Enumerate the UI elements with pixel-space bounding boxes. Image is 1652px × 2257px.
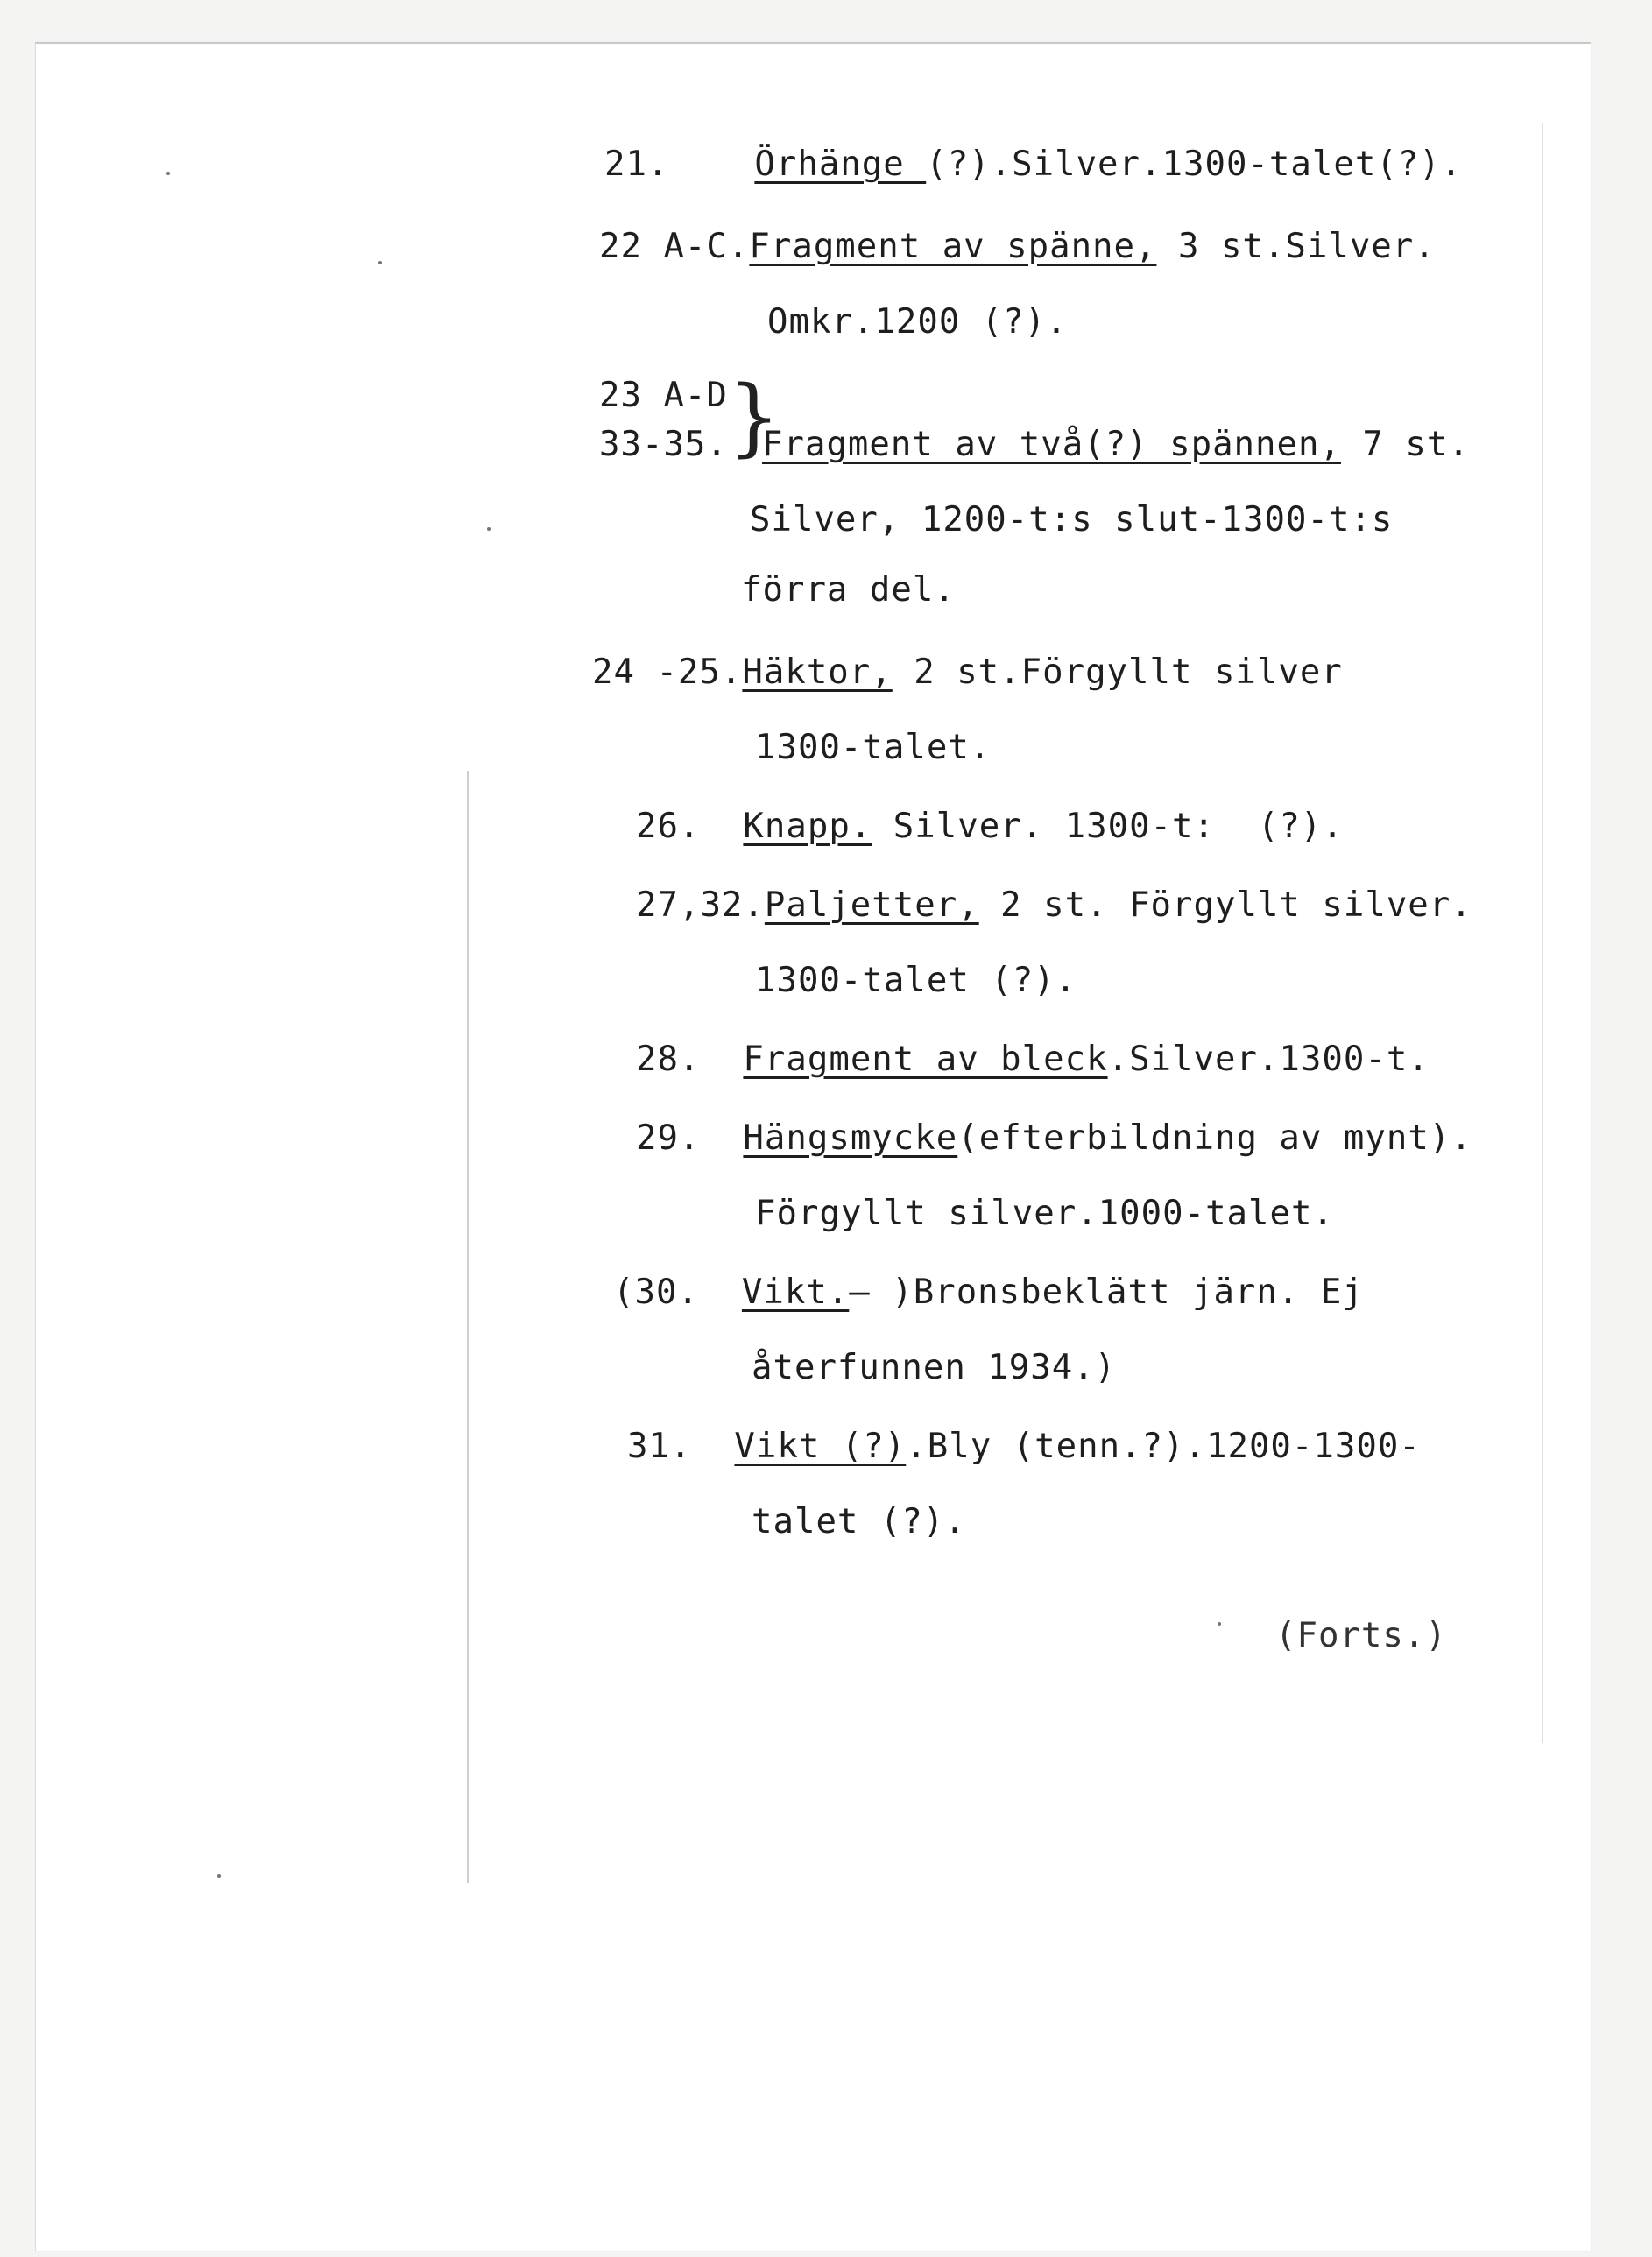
brace-glyph: } [727,368,781,466]
margin-rule [467,771,469,1883]
entry-31-continuation: talet (?). [752,1502,966,1541]
entry-27-32 [636,886,1472,925]
entry-description: — )Bronsbeklätt järn. Ej [849,1273,1364,1312]
entry-22-continuation: Omkr.1200 (?). [767,302,1068,342]
entry-number: 29. [636,1118,701,1158]
entry-title: Hängsmycke [743,1118,958,1158]
entry-22 [599,228,1436,266]
entry-21 [604,145,1462,184]
entry-31 [627,1428,1421,1466]
entry-number: (30. [613,1273,699,1312]
entry-number: 21. [604,145,669,184]
entry-30-continuation: återfunnen 1934.) [752,1348,1117,1387]
entry-30 [613,1273,1364,1312]
scan-speck [487,527,491,531]
entry-title: Örhänge [754,145,927,184]
scan-speck [1218,1622,1221,1626]
entry-23 [762,426,1470,464]
entry-description: Silver. 1300-t: (?). [872,807,1344,846]
entry-number: 33-35. [599,425,728,464]
entry-description: 2 st.Förgyllt silver [892,652,1343,692]
page-edge-rule [1542,123,1543,1743]
entry-number: 26. [636,807,701,846]
entry-description: (efterbildning av mynt). [957,1118,1472,1158]
scan-speck [217,1874,221,1878]
entry-23-continuation: Silver, 1200-t:s slut-1300-t:s [750,500,1394,540]
scan-speck [166,172,170,175]
entry-description: .Silver.1300-t. [1107,1040,1430,1079]
entry-26 [636,808,1344,846]
entry-number: 31. [627,1427,692,1466]
entry-description: 3 st.Silver. [1156,227,1436,266]
entry-24-25 [592,653,1343,692]
entry-title: Paljetter, [764,885,979,925]
scan-speck [378,261,382,264]
entry-title: Häktor, [742,652,893,692]
entry-23-continuation-2: förra del. [741,570,956,610]
continued-note: (Forts.) [1275,1616,1447,1655]
entry-description: .Bly (tenn.?).1200-1300- [906,1427,1421,1466]
entry-29-continuation: Förgyllt silver.1000-talet. [755,1194,1334,1233]
entry-description: 2 st. Förgyllt silver. [978,885,1472,925]
entry-title: Vikt. [741,1273,850,1312]
entry-title: Vikt (?) [734,1427,907,1466]
entry-title: Knapp. [743,807,872,846]
entry-29 [636,1119,1472,1158]
entry-title: Fragment av bleck [743,1040,1108,1079]
entry-description: (?).Silver.1300-talet(?). [926,145,1463,184]
entry-24-25-continuation: 1300-talet. [755,728,992,767]
entry-title: Fragment av spänne, [749,227,1157,266]
entry-23-number-top: 23 A-D [599,376,728,415]
entry-28 [636,1040,1430,1079]
entry-number: 24 -25. [592,652,743,692]
entry-title: Fragment av två(?) spännen, [762,425,1341,464]
entry-number: 22 A-C. [599,227,750,266]
entry-number: 27,32. [636,885,765,925]
entry-description: 7 st. [1340,425,1470,464]
entry-27-32-continuation: 1300-talet (?). [755,961,1077,1000]
entry-number: 28. [636,1040,701,1079]
